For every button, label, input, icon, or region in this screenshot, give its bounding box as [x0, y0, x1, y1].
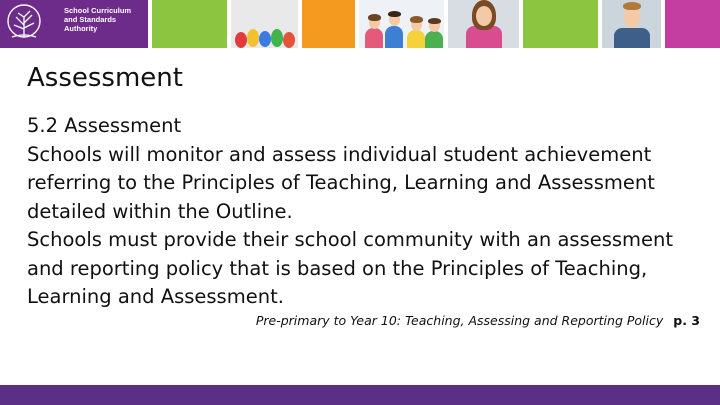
student-figure	[614, 0, 650, 48]
handprints-image	[233, 26, 297, 48]
child-figure	[365, 14, 383, 48]
scsa-logo[interactable]	[0, 0, 148, 48]
banner-tile-green	[152, 0, 227, 48]
child-figure	[385, 10, 403, 48]
logo-line-1: School Curriculum	[64, 6, 132, 15]
citation-page: p. 3	[673, 313, 700, 328]
slide-body	[27, 112, 707, 312]
banner-photo-children	[359, 0, 444, 48]
banner-tile-magenta	[665, 0, 720, 48]
footer-bar	[0, 385, 720, 405]
teacher-figure	[466, 0, 502, 48]
banner-tile-green-2	[523, 0, 598, 48]
banner-photo-handprints	[231, 0, 298, 48]
section-heading: 5.2 Assessment	[27, 114, 182, 137]
banner-tile-orange	[302, 0, 355, 48]
banner-photo-student	[602, 0, 661, 48]
slide-title: Assessment	[27, 63, 183, 93]
child-figure	[425, 18, 443, 48]
citation	[256, 313, 700, 328]
child-figure	[407, 16, 425, 48]
banner-photo-teacher	[448, 0, 519, 48]
header-banner	[0, 0, 720, 48]
tree-icon	[4, 3, 44, 45]
paragraph-2: Schools must provide their school community with an assessment and reporting policy that is based on the Principles of Teaching, Learning and Assessment.	[27, 228, 674, 308]
logo-line-3: Authority	[64, 24, 98, 33]
logo-line-2: and Standards	[64, 15, 117, 24]
paragraph-1: Schools will monitor and assess individual student achievement referring to the Principles of Teaching, Learning and Assessment detailed within the Outline.	[27, 142, 655, 223]
citation-source: Pre-primary to Year 10: Teaching, Assessing and Reporting Policy	[255, 313, 664, 328]
logo-text	[64, 6, 131, 33]
